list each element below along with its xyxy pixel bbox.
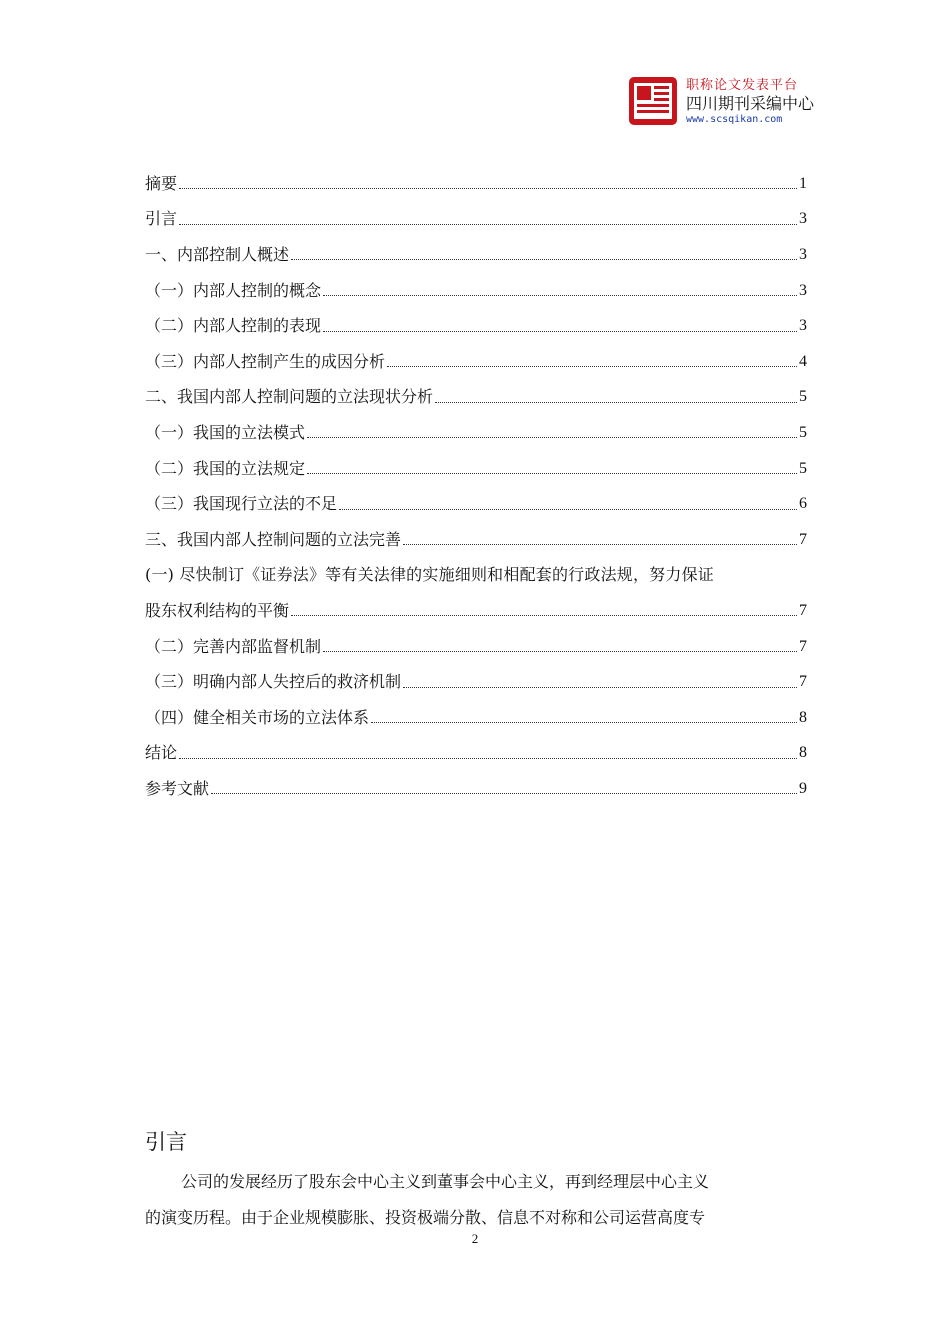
- toc-entry-page: 3: [799, 281, 807, 299]
- toc-entry[interactable]: [145, 593, 807, 629]
- logo-url: www.scsqikan.com: [686, 114, 783, 125]
- toc-entry-page: 9: [799, 779, 807, 797]
- toc-entry-page: 6: [799, 495, 807, 513]
- toc-entry[interactable]: [145, 522, 807, 558]
- toc-entry-label: （三）内部人控制产生的成因分析: [145, 351, 386, 371]
- logo-name: 四川期刊采编中心: [686, 94, 815, 113]
- toc-leader: [403, 544, 797, 545]
- section-heading: 引言: [145, 1130, 187, 1154]
- toc-entry[interactable]: [145, 273, 807, 309]
- toc-entry-label: （三）我国现行立法的不足: [145, 494, 338, 514]
- toc-entry[interactable]: [145, 736, 807, 772]
- toc-entry[interactable]: [145, 380, 807, 416]
- toc-leader: [323, 331, 797, 332]
- toc-entry-label: 参考文献: [145, 778, 210, 798]
- body-paragraph: [145, 1164, 809, 1236]
- toc-entry-label: 结论: [145, 743, 178, 763]
- toc-entry[interactable]: [145, 629, 807, 665]
- toc-leader: [291, 259, 797, 260]
- logo-tagline: 职称论文发表平台: [686, 78, 799, 93]
- toc-entry[interactable]: [145, 700, 807, 736]
- toc-leader: [387, 366, 797, 367]
- toc-entry[interactable]: [145, 451, 807, 487]
- toc-entry-page: 3: [799, 317, 807, 335]
- toc-leader: [211, 793, 797, 794]
- toc-entry-label: 摘要: [145, 173, 178, 193]
- toc-entry-label: （三）明确内部人失控后的救济机制: [145, 672, 402, 692]
- toc-entry-page: 3: [799, 210, 807, 228]
- toc-entry-page: 1: [799, 174, 807, 192]
- toc-leader: [179, 224, 797, 225]
- toc-entry-label: （四）健全相关市场的立法体系: [145, 707, 370, 727]
- toc-entry-label: （二）内部人控制的表现: [145, 316, 322, 336]
- toc-leader: [323, 295, 797, 296]
- paragraph-line: 的演变历程。由于企业规模膨胀、投资极端分散、信息不对称和公司运营高度专: [145, 1208, 706, 1227]
- toc-entry-page: 7: [799, 601, 807, 619]
- toc-entry[interactable]: [145, 237, 807, 273]
- toc-leader: [291, 615, 797, 616]
- toc-leader: [307, 437, 797, 438]
- toc-entry-page: 8: [799, 708, 807, 726]
- toc-entry[interactable]: [145, 415, 807, 451]
- toc-entry-page: 3: [799, 245, 807, 263]
- toc-entry-label: 引言: [145, 209, 178, 229]
- toc-leader: [435, 402, 797, 403]
- toc-entry[interactable]: [145, 771, 807, 807]
- toc-entry-page: 5: [799, 459, 807, 477]
- toc-entry-label: （一）我国的立法模式: [145, 422, 306, 442]
- toc-entry-label: 二、我国内部人控制问题的立法现状分析: [145, 387, 434, 407]
- toc-entry-page: 8: [799, 744, 807, 762]
- toc-leader: [339, 509, 797, 510]
- toc-leader: [307, 473, 797, 474]
- toc-leader: [371, 722, 797, 723]
- toc-entry-label: (一) 尽快制订《证券法》等有关法律的实施细则和相配套的行政法规，努力保证: [145, 565, 714, 585]
- toc-entry-label: （二）我国的立法规定: [145, 458, 306, 478]
- toc-entry-wrapped-line[interactable]: [145, 558, 807, 594]
- toc-entry-page: 5: [799, 388, 807, 406]
- toc-leader: [403, 687, 797, 688]
- toc-entry[interactable]: [145, 166, 807, 202]
- toc-entry[interactable]: [145, 486, 807, 522]
- toc-entry-label: 股东权利结构的平衡: [145, 600, 290, 620]
- newspaper-icon: [628, 76, 678, 126]
- paragraph-line: 公司的发展经历了股东会中心主义到董事会中心主义，再到经理层中心主义: [181, 1172, 710, 1191]
- toc-entry[interactable]: [145, 202, 807, 238]
- page-number: 2: [471, 1231, 479, 1246]
- toc-entry-label: 一、内部控制人概述: [145, 244, 290, 264]
- toc-entry-page: 4: [799, 352, 807, 370]
- toc-entry-label: （一）内部人控制的概念: [145, 280, 322, 300]
- toc-entry[interactable]: [145, 308, 807, 344]
- toc-entry[interactable]: [145, 344, 807, 380]
- publisher-logo: [628, 74, 828, 128]
- toc-leader: [179, 758, 797, 759]
- toc-entry-page: 7: [799, 530, 807, 548]
- table-of-contents: [145, 166, 807, 807]
- toc-entry-label: 三、我国内部人控制问题的立法完善: [145, 529, 402, 549]
- toc-entry-page: 5: [799, 423, 807, 441]
- toc-entry-page: 7: [799, 637, 807, 655]
- toc-leader: [179, 188, 797, 189]
- toc-entry[interactable]: [145, 664, 807, 700]
- toc-entry-page: 7: [799, 673, 807, 691]
- toc-leader: [323, 651, 797, 652]
- toc-entry-label: （二）完善内部监督机制: [145, 636, 322, 656]
